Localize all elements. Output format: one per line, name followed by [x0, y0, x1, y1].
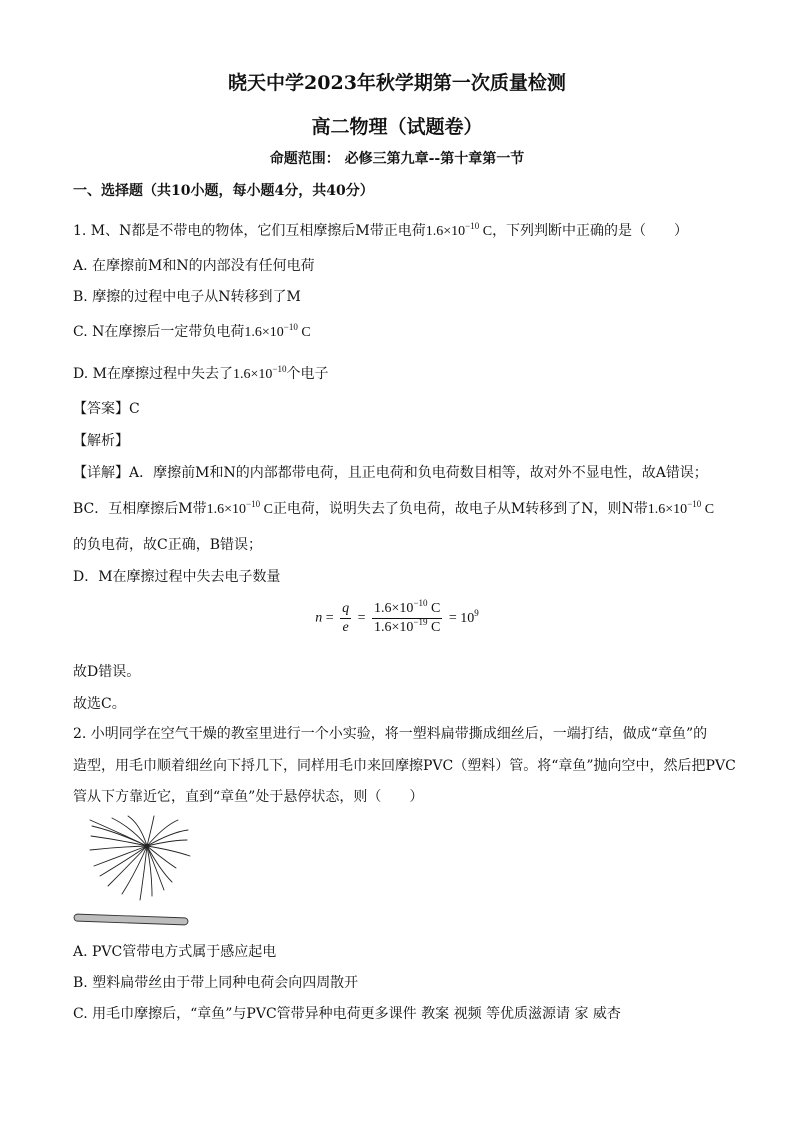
q1-conclusion-1: 故D错误。 — [73, 664, 141, 680]
q1-detail-line-3: 的负电荷，故C正确，B错误； — [73, 537, 262, 553]
q2-option-c: C. 用毛巾摩擦后，“章鱼”与PVC管带异种电荷更多课件 教案 视频 等优质滋源请 家 威杏 — [73, 1006, 621, 1022]
q2-option-b: B. 塑料扁带丝由于带上同种电荷会向四周散开 — [73, 975, 359, 991]
q1-option-a: A. 在摩擦前M和N的内部没有任何电荷 — [73, 258, 315, 274]
formula-fraction-qe: $\frac{q}{e}$ — [342, 601, 350, 635]
q1-answer: 【答案】C — [73, 401, 140, 417]
octopus-knot — [145, 844, 149, 848]
q1-option-c: C. N在摩擦后一定带负电荷$1.6\times 10^{-10}$ C — [73, 322, 311, 340]
q1-stem — [73, 221, 688, 242]
q1-charge: $1.6\times 10^{-10}$ C — [425, 221, 493, 239]
q1-analysis-label: 【解析】 — [73, 433, 129, 449]
electron-count-formula: n = $\frac{q}{e}$ = $\frac{1.6\times 10^{-10} C}{1.6\times 10^{-19} C}$ = $10^9$ — [315, 598, 479, 635]
q1-detail-line-1: 【详解】A．摩擦前M和N的内部都带电荷，且正电荷和负电荷数目相等，故对外不显电性，故A错误； — [73, 465, 708, 481]
q1-detail-line-4: D．M在摩擦过程中失去电子数量 — [73, 569, 281, 585]
q2-option-a: A. PVC管带电方式属于感应起电 — [73, 944, 277, 960]
formula-fraction-values: $\frac{1.6\times 10^{-10} C}{1.6\times 10^{-19} C}$ — [374, 598, 441, 635]
q2-stem-line-3: 管从下方靠近它，直到“章鱼”处于悬停状态，则（ ） — [73, 789, 424, 805]
octopus-strands — [90, 816, 190, 900]
q1-detail-line-2: BC．互相摩擦后M带$1.6\times 10^{-10}$ C正电荷，说明失去了负电荷，故电子从M转移到了N，则N带$1.6\times 10^{-10}$ C — [73, 499, 715, 517]
q1-option-b: B. 摩擦的过程中电子从N转移到了M — [73, 289, 301, 305]
q2-stem-line-2: 造型，用毛巾顺着细丝向下捋几下，同样用毛巾来回摩擦PVC（塑料）管。将“章鱼”抛向空中，然后把PVC — [73, 758, 736, 774]
section-heading: 一、选择题（共10小题，每小题4分，共40分） — [73, 183, 374, 199]
q1-option-d: D. M在摩擦过程中失去了$1.6\times 10^{-10}$个电子 — [73, 364, 329, 382]
q1-stem-text-a: 1. M、N都是不带电的物体，它们互相摩擦后M带正电荷 — [73, 223, 426, 239]
q1-option-c-charge: $1.6\times 10^{-10}$ C — [244, 322, 311, 340]
pvc-tube — [74, 914, 188, 925]
q1-conclusion-2: 故选C。 — [73, 696, 126, 712]
q1-stem-text-b: ，下列判断中正确的是（ ） — [492, 223, 689, 239]
exam-title: 晓天中学2023年秋学期第一次质量检测 — [228, 72, 566, 94]
formula-result: $10^9$ — [460, 607, 479, 626]
formula-lhs: n = — [315, 610, 338, 626]
exam-subtitle: 高二物理（试题卷） — [311, 116, 483, 138]
octopus-pvc-figure — [72, 812, 192, 930]
exam-scope: 命题范围： 必修三第九章--第十章第一节 — [269, 151, 525, 167]
q1-option-d-value: $1.6\times 10^{-10}$ — [232, 364, 287, 382]
q2-stem-line-1: 2. 小明同学在空气干燥的教室里进行一个小实验，将一塑料扁带撕成细丝后，一端打结，做成“章鱼”的 — [73, 726, 708, 742]
